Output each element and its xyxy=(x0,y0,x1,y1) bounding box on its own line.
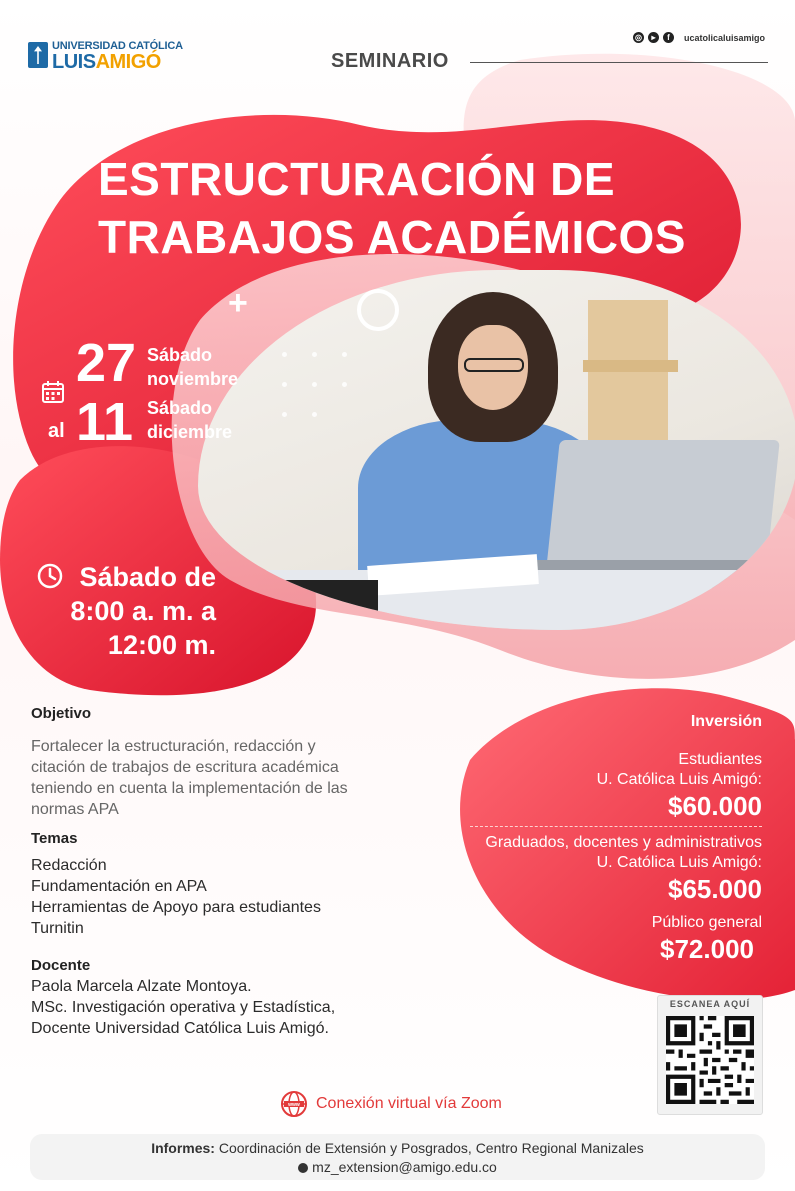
logo-line2-b: AMIGÓ xyxy=(95,51,161,73)
tier3-price: $72.000 xyxy=(660,934,754,964)
event-title xyxy=(98,150,686,266)
qr-code-panel[interactable] xyxy=(657,995,763,1115)
calendar-icon xyxy=(41,380,65,404)
end-weekday: Sábado xyxy=(147,398,213,418)
topic-item: Fundamentación en APA xyxy=(31,878,207,895)
tier2-line1: Graduados, docentes y administrativos xyxy=(485,834,762,851)
ring-decoration-icon xyxy=(357,289,399,331)
logo-line2-a: LUIS xyxy=(52,51,96,73)
qr-label: ESCANEA AQUÍ xyxy=(669,999,751,1009)
instagram-icon[interactable]: ◎ xyxy=(633,32,644,43)
teacher-info xyxy=(31,976,371,1039)
end-date-text xyxy=(147,396,232,444)
email-icon xyxy=(298,1163,308,1173)
tier1-price: $60.000 xyxy=(668,791,762,821)
start-date-text xyxy=(147,343,238,391)
end-day: 11 xyxy=(76,392,134,452)
qr-code-icon[interactable] xyxy=(666,1016,754,1104)
tier3-line1: Público general xyxy=(651,914,762,931)
start-month: noviembre xyxy=(147,369,239,389)
footer-email[interactable]: mz_extension@amigo.edu.co xyxy=(312,1159,497,1175)
photo-projector xyxy=(258,580,378,625)
connection-text: Conexión virtual vía Zoom xyxy=(316,1095,502,1112)
facebook-icon[interactable]: f xyxy=(663,32,674,43)
footer-line2 xyxy=(30,1158,765,1177)
end-month: diciembre xyxy=(147,422,233,442)
virtual-connection xyxy=(280,1090,502,1118)
youtube-icon[interactable]: ▸ xyxy=(648,32,659,43)
social-links xyxy=(633,32,765,43)
footer-info xyxy=(30,1134,765,1180)
event-time xyxy=(66,560,216,662)
photo-shelf-board xyxy=(583,360,678,372)
category-label: SEMINARIO xyxy=(331,50,449,72)
category-divider xyxy=(470,62,768,63)
teacher-line: Paola Marcela Alzate Montoya. xyxy=(31,978,252,995)
time-line3: 12:00 m. xyxy=(107,630,216,660)
tier2-line2: U. Católica Luis Amigó: xyxy=(596,854,762,871)
logo-mark-icon xyxy=(28,42,48,68)
logo-line1: UNIVERSIDAD CATÓLICA xyxy=(52,40,183,52)
footer-label: Informes: xyxy=(151,1140,215,1156)
svg-text:www: www xyxy=(288,1102,300,1108)
topics-heading: Temas xyxy=(31,830,78,847)
topics-list xyxy=(31,855,371,939)
university-logo xyxy=(28,38,188,74)
plus-decoration-icon: + xyxy=(228,284,248,322)
footer-text: Coordinación de Extensión y Posgrados, Centro Regional Manizales xyxy=(218,1140,644,1156)
tier1-line2: U. Católica Luis Amigó: xyxy=(596,771,762,788)
globe-www-icon xyxy=(280,1090,308,1118)
topic-item: Turnitin xyxy=(31,920,84,937)
start-weekday: Sábado xyxy=(147,345,213,365)
tier1-line1: Estudiantes xyxy=(678,751,762,768)
date-connector: al xyxy=(48,420,65,442)
social-handle[interactable]: ucatolicaluisamigo xyxy=(683,32,765,43)
teacher-line: MSc. Investigación operativa y Estadística, xyxy=(31,999,336,1016)
event-title-line2: TRABAJOS ACADÉMICOS xyxy=(98,211,686,263)
time-line1: Sábado de xyxy=(79,562,216,592)
photo-glasses xyxy=(464,358,524,372)
investment-section xyxy=(470,712,762,965)
teacher-line: Docente Universidad Católica Luis Amigó. xyxy=(31,1020,329,1037)
tier2-price: $65.000 xyxy=(668,874,762,904)
event-title-line1: ESTRUCTURACIÓN DE xyxy=(98,153,616,205)
dots-decoration-icon xyxy=(282,352,362,422)
objective-heading: Objetivo xyxy=(31,705,92,722)
topic-item: Herramientas de Apoyo para estudiantes xyxy=(31,899,321,916)
clock-icon xyxy=(37,563,63,589)
topic-item: Redacción xyxy=(31,857,107,874)
event-details xyxy=(31,705,371,1039)
price-divider xyxy=(470,826,762,827)
footer-line1 xyxy=(30,1139,765,1158)
teacher-heading: Docente xyxy=(31,957,91,974)
objective-text: Fortalecer la estructuración, redacción y citación de trabajos de escritura académica teniendo en cuenta la implementación de las normas APA xyxy=(31,738,348,818)
investment-heading: Inversión xyxy=(690,713,762,730)
start-day: 27 xyxy=(76,333,137,393)
time-line2: 8:00 a. m. a xyxy=(70,596,216,626)
logo-line2 xyxy=(52,51,161,74)
photo-laptop xyxy=(546,440,780,570)
